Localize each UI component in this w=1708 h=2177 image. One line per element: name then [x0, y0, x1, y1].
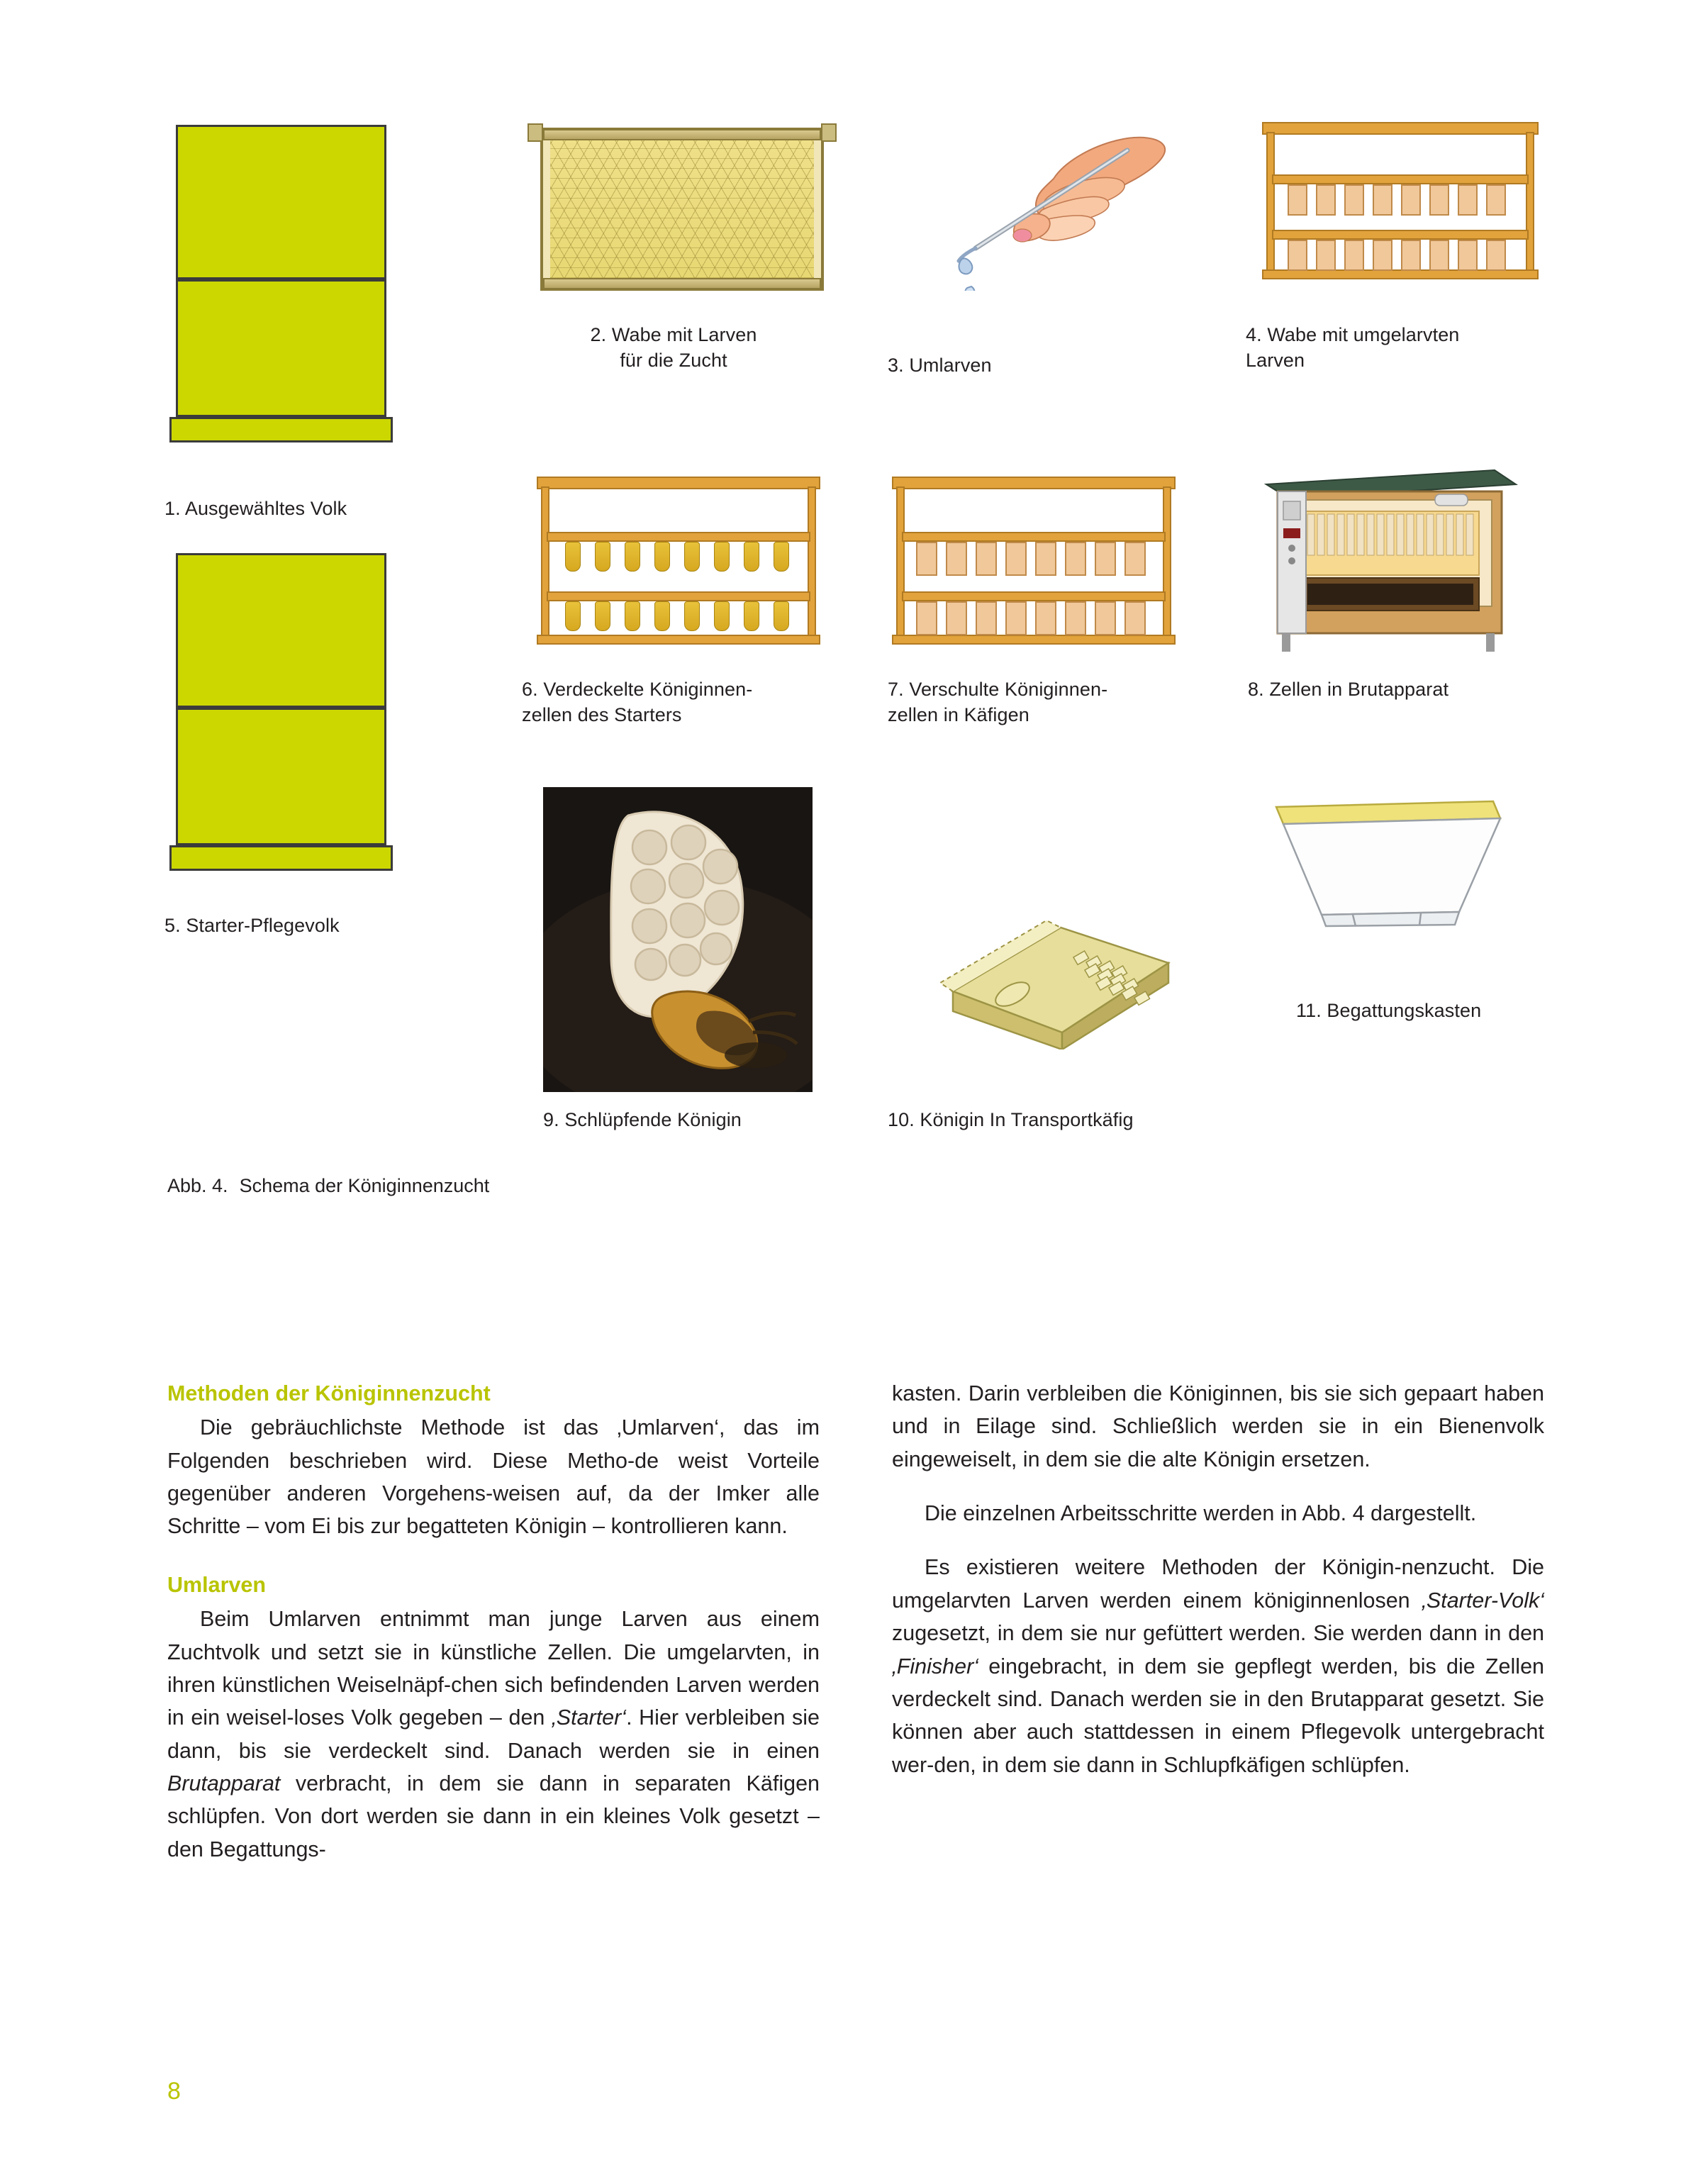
figure-label-1: [164, 496, 462, 522]
paragraph-umlarven-part1: Beim Umlarven entnimmt man junge Larven aus einem Zuchtvolk und setzt sie in künstliche Zellen. Die umgelarvten, in ihren künstlichen Weiselnäpf-chen sich befindenden Larven werden in ein weisel-loses Volk gegeben – den: [167, 1607, 820, 1730]
figure-label-6: [522, 677, 834, 728]
paragraph-right-3: [892, 1551, 1544, 1781]
figure-label-3: [888, 353, 1171, 379]
heading-umlarven: Umlarven: [167, 1572, 267, 1597]
paragraph-right-3-part2: zugesetzt, in dem sie nur gefüttert werden. Sie werden dann in den: [892, 1621, 1544, 1646]
illustration-frame-queen-cells-in-cages: [892, 477, 1176, 650]
illustration-incubator: [1261, 457, 1522, 659]
figure-caption: [167, 1175, 489, 1197]
comb-top-bar: [543, 129, 821, 140]
grafting-hand-icon: [915, 113, 1170, 291]
photo-emerging-queen: [543, 787, 813, 1092]
paragraph-right-3-part3: eingebracht, in dem sie gepflegt werden, bis die Zellen verdeckelt sind. Danach werden sie in den Brutapparat gesetzt. Sie können aber auch stattdessen in einem Pflegevolk untergebracht wer-den, in dem sie dann in Schlupfkäfigen schlüpfen.: [892, 1654, 1544, 1777]
figure-label-6-line1: 6. Verdeckelte Königinnen-: [522, 679, 753, 700]
figure-label-7-line1: 7. Verschulte Königinnen-: [888, 679, 1108, 700]
paragraph-right-3-part1: Es existieren weitere Methoden der Königin-nenzucht. Die umgelarvten Larven werden einem königinnenlosen: [892, 1555, 1544, 1613]
illustration-hive-starter-colony: [169, 553, 393, 890]
figure-label-4: [1246, 323, 1544, 373]
figure-label-3-text: 3. Umlarven: [888, 355, 992, 376]
figure-label-7: [888, 677, 1200, 728]
paragraph-umlarven: [167, 1603, 820, 1866]
comb-cells: [550, 140, 814, 278]
figure-label-4-line1: 4. Wabe mit umgelarvten: [1246, 324, 1460, 345]
figure-label-5-text: 5. Starter-Pflegevolk: [164, 915, 340, 936]
figure-label-1-text: 1. Ausgewähltes Volk: [164, 498, 347, 519]
figure-label-9: [543, 1108, 841, 1133]
text-column-right: [892, 1377, 1544, 1781]
figure-label-5: [164, 913, 462, 939]
paragraph-right-3-emphasis-finisher: ‚Finisher‘: [892, 1654, 979, 1678]
paragraph-umlarven-emphasis-brutapparat: Brutapparat: [167, 1771, 281, 1795]
paragraph-umlarven-emphasis-starter: ‚Starter‘: [551, 1705, 627, 1730]
paragraph-right-2: Die einzelnen Arbeitsschritte werden in Abb. 4 dargestellt.: [925, 1501, 1477, 1526]
text-column-left: [167, 1377, 820, 1866]
paragraph-right-3-emphasis-startervolk: ‚Starter-Volk‘: [1422, 1588, 1544, 1613]
figure-label-11-text: 11. Begattungskasten: [1296, 1000, 1482, 1021]
figure-label-7-line2: zellen in Käfigen: [888, 703, 1029, 725]
figure-caption-text: Schema der Königinnenzucht: [239, 1175, 490, 1196]
heading-methoden: Methoden der Königinnenzucht: [167, 1381, 491, 1405]
paragraph-methoden-text: Die gebräuchlichste Methode ist das ‚Umlarven‘, das im Folgenden beschrieben wird. Diese Metho-de weist Vorteile gegenüber anderen Vorgehens-weisen auf, da der Imker alle Schritte – vom Ei bis zur begatteten Königin – kontrollieren kann.: [167, 1415, 820, 1539]
figure-label-6-line2: zellen des Starters: [522, 703, 682, 725]
figure-label-10: [888, 1108, 1214, 1133]
illustration-comb-with-larvae: [540, 128, 824, 291]
illustration-grafting-hand: [915, 113, 1170, 291]
figure-label-9-text: 9. Schlüpfende Königin: [543, 1109, 742, 1130]
paragraph-methoden: [167, 1411, 820, 1542]
comb-ear-right: [821, 123, 837, 142]
figure-label-10-text: 10. Königin In Transportkäfig: [888, 1109, 1134, 1130]
comb-bottom-bar: [543, 278, 821, 289]
paragraph-right-1: kasten. Darin verbleiben die Königinnen, bis sie sich gepaart haben und in Eilage sind. Schließlich werden sie in ein Bienenvolk eingeweiselt, in dem sie die alte Königin ersetzen.: [892, 1381, 1544, 1471]
figure-label-2-line1: 2. Wabe mit Larven: [590, 324, 757, 345]
emerging-queen-photo: [543, 787, 813, 1092]
mating-box-icon: [1269, 794, 1503, 929]
paragraph-umlarven-part2: . Hier verbleiben sie dann, bis sie verdeckelt sind. Danach werden sie in einen: [167, 1705, 820, 1763]
figure-caption-prefix: Abb. 4.: [167, 1175, 228, 1196]
illustration-mating-box: [1269, 794, 1503, 929]
transport-cage-icon: [934, 908, 1176, 1049]
comb-ear-left: [528, 123, 543, 142]
figure-label-11: [1296, 998, 1594, 1024]
figure-label-2: [525, 323, 822, 373]
figure-label-4-line2: Larven: [1246, 349, 1305, 371]
illustration-transport-cage: [934, 908, 1176, 1049]
illustration-hive-selected-colony: [169, 125, 393, 462]
figure-label-8-text: 8. Zellen in Brutapparat: [1248, 679, 1449, 700]
figure-label-8: [1248, 677, 1553, 703]
paragraph-umlarven-part3: verbracht, in dem sie dann in separaten Käfigen schlüpfen. Von dort werden sie dann in ein kleines Volk gesetzt – den Begattungs-: [167, 1771, 820, 1861]
page-number: 8: [167, 2078, 181, 2105]
incubator-icon: [1261, 457, 1522, 659]
figure-label-2-line2: für die Zucht: [620, 349, 727, 371]
illustration-frame-capped-queen-cells: [537, 477, 820, 650]
illustration-frame-grafted-larvae: [1262, 122, 1539, 285]
